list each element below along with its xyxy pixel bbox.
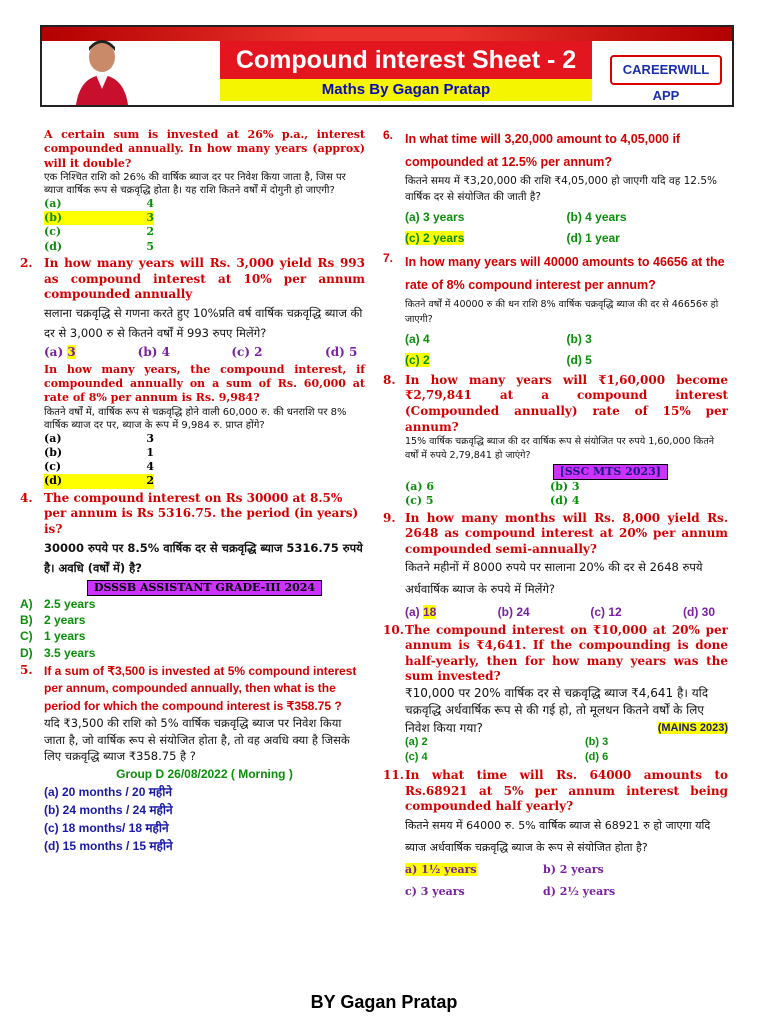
question-7 — [383, 251, 728, 369]
option: (b) 4 — [137, 345, 170, 360]
option-label: (a) — [44, 345, 68, 360]
options-row — [405, 735, 728, 749]
question-number: 4. — [20, 490, 33, 505]
option-answer: (c) 2 years — [405, 231, 465, 246]
header-banner — [40, 25, 734, 107]
option-value: 3 — [146, 431, 154, 445]
option-label: A) — [20, 597, 33, 612]
options-row — [405, 605, 728, 621]
question-9 — [383, 511, 728, 621]
exam-tag: Group D 26/08/2022 ( Morning ) — [116, 767, 293, 782]
option-label: (c) — [44, 225, 62, 239]
question-number: 10. — [383, 622, 404, 637]
options-row — [405, 210, 728, 226]
option: (b) 3 — [585, 736, 609, 749]
question-text-hi: कितने समय में ₹3,20,000 की राशि ₹4,05,000 हो जाएगी यदि वह 12.5% वार्षिक दर से संयोजित की जाती है? — [405, 175, 717, 203]
q4-options — [20, 596, 365, 661]
careerwill-logo: CAREERWILL APP — [610, 55, 722, 85]
footer-credit: BY Gagan Pratap — [310, 992, 458, 1012]
question-text-en: In what time will 3,20,000 amount to 4,05,000 if compounded at 12.5% per annum? — [405, 132, 681, 170]
option: (a) 6 — [405, 479, 435, 493]
option-row — [44, 432, 154, 446]
page-title: Compound interest Sheet - 2 — [220, 41, 592, 79]
option: (d) 30 — [683, 604, 716, 619]
question-text-hi: सलाना चक्रवृद्धि से गणना करते हुए 10%प्रति वर्ष वार्षिक चक्रवृद्धि ब्याज की दर से 3,000 रु से कितने वर्षों में 993 रुपए मिलेंगे? — [44, 305, 363, 340]
question-11 — [383, 768, 728, 899]
question-number: 5. — [20, 662, 33, 677]
question-text-en: In how many months will Rs. 8,000 yield Rs. 2648 as compound interest at 20% per annum compounded semi-annually? — [405, 510, 728, 556]
question-text-en: In how many years will ₹1,60,000 become ₹2,79,841 at a compound interest (Compounded annually) rate of 15% per annum? — [405, 372, 728, 434]
option-value: 1 years — [44, 629, 86, 644]
option: (d) 5 — [325, 345, 358, 360]
option: (c) 12 — [590, 604, 622, 619]
option-value: 4 — [146, 196, 154, 210]
option-value: 1 — [146, 445, 154, 459]
question-2 — [20, 256, 365, 361]
option-value: 3.5 years — [44, 645, 96, 660]
question-number: 2. — [20, 256, 33, 271]
options-row — [405, 231, 728, 247]
option: (d) 1 year — [566, 231, 620, 246]
option-label: (d) — [44, 239, 63, 253]
options-row — [405, 480, 728, 494]
question-text-hi: एक निश्चित राशि को 26% की वार्षिक ब्याज दर पर निवेश किया जाता है, जिस पर ब्याज वार्षिक रूप से चक्रवृद्धि होता है। यह राशि कितने वर्षों में दोगुनी हो जाएगी? — [44, 171, 346, 196]
question-number: 11. — [383, 768, 404, 783]
option: (c) 5 — [405, 494, 434, 508]
options-row — [405, 353, 728, 369]
question-text-hi: कितने वर्षों में, वार्षिक रूप से चक्रवृद्धि होने वाली 60,000 रु. की धनराशि पर 8% वार्षिक ब्याज दर पर, ब्याज के रूप में 9,984 रु. प्राप्त होंगे? — [44, 406, 347, 431]
question-text-en: If a sum of ₹3,500 is invested at 5% compound interest per annum, compounded annually, then what is the period for which the compound interest is ₹358.75 ? — [44, 663, 357, 713]
question-text-en: A certain sum is invested at 26% p.a., interest compounded annually. In how many years (approx) will it double? — [44, 128, 365, 170]
option-row — [44, 211, 154, 225]
exam-tag: DSSSB ASSISTANT GRADE-III 2024 — [87, 580, 322, 596]
option-value: 2.5 years — [44, 597, 96, 612]
option-label: (d) — [44, 474, 63, 488]
option: (c) 2 — [231, 345, 263, 360]
question-text-hi: ₹10,000 पर 20% वार्षिक दर से चक्रवृद्धि ब्याज ₹4,641 है। यदि चक्रवृद्धि अर्धवार्षिक रूप से की गई हो, तो मूलधन कितने वर्षों के लिए निवेश किया गया? — [405, 685, 709, 735]
question-3 — [20, 363, 365, 489]
option: (a) 2 — [405, 736, 428, 749]
options-row — [44, 345, 365, 361]
question-text-en: In what time will Rs. 64000 amounts to Rs.68921 at 5% per annum interest being compounded half yearly? — [405, 768, 728, 814]
question-5 — [20, 663, 365, 855]
question-number: 7. — [383, 250, 394, 265]
question-text-hi: कितने वर्षों में 40000 रु की धन राशि 8% वार्षिक चक्रवृद्धि ब्याज की दर से 46656रु हो जाएगी? — [405, 299, 719, 326]
option: (b) 4 years — [566, 209, 627, 224]
options-row — [405, 494, 728, 508]
question-1 — [20, 128, 365, 254]
question-text-hi: कितने महीनों में 8000 रुपये पर सालाना 20% की दर से 2648 रुपये अर्धवार्षिक ब्याज के रुपये में मिलेंगे? — [405, 560, 703, 597]
question-text-hi: यदि ₹3,500 की राशि को 5% वार्षिक चक्रवृद्धि ब्याज पर निवेश किया जाता है, जो वार्षिक रूप से संयोजित होता है, तो वह अवधि क्या है जिसके लिए चक्रवृद्धि ब्याज ₹358.75 है ? — [44, 716, 350, 764]
option-row — [44, 197, 154, 211]
question-text-hi: 15% वार्षिक चक्रवृद्धि ब्याज की दर वार्षिक रूप से संयोजित पर रुपये 1,60,000 कितने वर्षों में रुपये 2,79,841 हो जाएंगे? — [405, 436, 715, 462]
option: (b) 24 — [497, 604, 530, 619]
author-photo — [70, 33, 134, 105]
option: c) 3 years — [405, 885, 465, 899]
options-row — [405, 885, 728, 899]
option: (d) 15 months / 15 महीने — [44, 838, 173, 853]
option-label: D) — [20, 645, 33, 660]
question-text-en: The compound interest on ₹10,000 at 20% per annum is ₹4,641. If the compounding is done half-yearly, then for how many years was the sum invested? — [405, 622, 728, 684]
option-label: (a) — [44, 196, 62, 210]
question-text-en: In how many years, the compound interest, if compounded annually on a sum of Rs. 60,000 at rate of 8% per annum is Rs. 9,984? — [44, 362, 365, 405]
question-4 — [20, 491, 365, 596]
option: b) 2 years — [543, 862, 604, 876]
option-row — [44, 225, 154, 239]
option-value: 2 years — [44, 613, 86, 628]
question-6 — [383, 128, 728, 247]
question-8 — [383, 373, 728, 509]
option: (d) 6 — [585, 750, 609, 763]
question-number: 8. — [383, 372, 396, 387]
option: (b) 3 — [566, 331, 592, 346]
option-row — [44, 474, 154, 488]
option: (d) 5 — [566, 353, 592, 368]
option-value: 4 — [146, 460, 154, 474]
options-row — [405, 332, 728, 348]
question-number: 6. — [383, 128, 394, 142]
question-text-hi: 30000 रुपये पर 8.5% वार्षिक दर से चक्रवृद्धि ब्याज 5316.75 रुपये है। अवधि (वर्षों में) है? — [44, 540, 363, 575]
page-subtitle: Maths By Gagan Pratap — [220, 79, 592, 101]
exam-tag: [SSC MTS 2023] — [553, 464, 668, 480]
question-number: 9. — [383, 510, 396, 525]
option-value: 2 — [146, 225, 154, 239]
header-red-bar — [42, 27, 732, 41]
option-label: (b) — [44, 211, 63, 225]
option: d) 2½ years — [543, 885, 616, 899]
question-text-en: In how many years will 40000 amounts to 46656 at the rate of 8% compound interest per annum? — [405, 254, 725, 293]
option-label: (a) — [44, 431, 62, 445]
option: (a) 4 — [405, 331, 430, 346]
exam-tag: (MAINS 2023) — [657, 722, 728, 735]
option: (c) 4 — [405, 750, 428, 763]
option-label: (b) — [44, 445, 63, 459]
option-value: 2 — [146, 474, 154, 488]
options-row — [405, 863, 728, 877]
question-10 — [383, 623, 728, 764]
option-row — [44, 446, 154, 460]
answer-highlight: 3 — [67, 345, 76, 360]
option-label: B) — [20, 613, 33, 628]
option-value: 3 — [146, 211, 154, 225]
option-answer: a) 1½ years — [405, 862, 477, 876]
option-row — [44, 240, 154, 254]
option: (b) 24 months / 24 महीने — [44, 802, 173, 817]
option: (b) 3 — [550, 479, 580, 493]
question-text-en: In how many years will Rs. 3,000 yield Rs 993 as compound interest at 10% per annum compounded annually — [44, 256, 365, 302]
option-value: 5 — [146, 239, 154, 253]
option-label: C) — [20, 629, 33, 644]
option: (d) 4 — [550, 494, 580, 508]
option-row — [44, 460, 154, 474]
option-answer: (c) 2 — [405, 353, 430, 368]
question-text-en: The compound interest on Rs 30000 at 8.5% per annum is Rs 5316.75. the period (in years) is? — [44, 490, 359, 536]
option-label: (c) — [44, 460, 62, 474]
option: (a) 20 months / 20 महीने — [44, 784, 173, 799]
option-label: (a) — [405, 604, 423, 619]
option: (c) 18 months/ 18 महीने — [44, 820, 169, 835]
option: (a) 3 years — [405, 209, 465, 224]
options-row — [405, 750, 728, 764]
answer-highlight: 18 — [423, 604, 437, 619]
question-text-hi: कितने समय में 64000 रु. 5% वार्षिक ब्याज से 68921 रु हो जाएगा यदि ब्याज अर्धवार्षिक चक्रवृद्धि ब्याज के रूप से संयोजित होता है? — [405, 818, 711, 854]
right-column — [383, 128, 728, 899]
left-column — [20, 128, 365, 855]
